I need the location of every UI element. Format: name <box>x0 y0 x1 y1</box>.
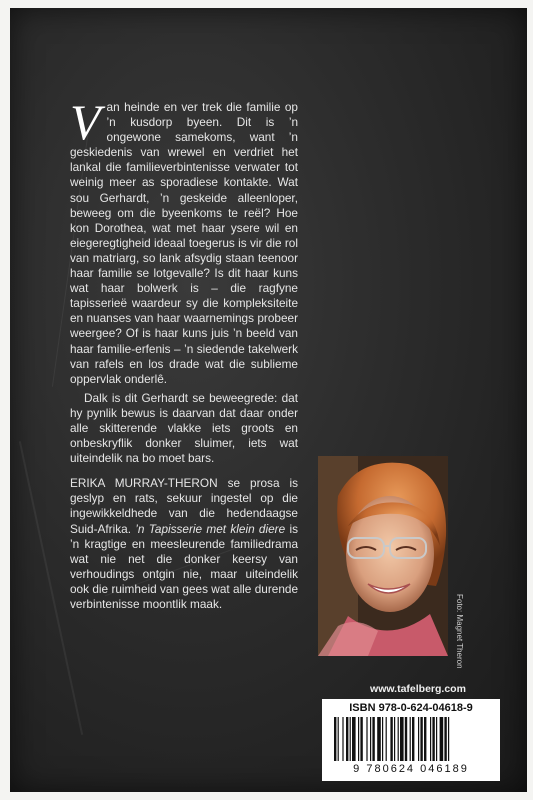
barcode-bar <box>420 717 422 761</box>
barcode-bar <box>366 717 367 761</box>
barcode-bar <box>346 717 348 761</box>
barcode-box <box>322 699 500 781</box>
barcode-bar <box>448 717 449 761</box>
author-photo <box>318 456 448 656</box>
barcode-bar <box>412 717 414 761</box>
author-portrait-illustration <box>318 456 448 656</box>
author-bio-start: ERIKA MURRAY-THERON se prosa is geslyp en rats, sekuur ingestel op die ingewikkeldhede van die hedendaagse Suid-Afrika. <box>70 476 298 536</box>
barcode-bar <box>370 717 371 761</box>
barcode-bar <box>390 717 392 761</box>
blurb-paragraph-2: Dalk is dit Gerhardt se beweegrede: dat hy pynlik bewus is daarvan dat daar onder alle skitterende vlakke iets groots en onbeskryflik donker sluimer, iets wat uiteindelik na bo moet bars. <box>70 390 298 466</box>
barcode-bar <box>352 717 356 761</box>
barcode-bar <box>424 717 426 761</box>
author-bio-end: is ’n kragtige en meesleurende familiedrama wat nie net die donker keersy van verhoudings ontgin nie, maar uiteindelik ook die ruimheid van gees wat alle durende verbintenisse moontlik maak. <box>70 521 298 611</box>
barcode-bar <box>358 717 359 761</box>
barcode-bar <box>350 717 351 761</box>
barcode-bar <box>398 717 399 761</box>
barcode-bars <box>332 717 490 763</box>
blurb-paragraph-1 <box>70 94 298 387</box>
book-title: ’n Tapisserie met klein diere <box>135 521 286 536</box>
barcode-bar <box>338 717 339 761</box>
barcode-bar <box>400 717 404 761</box>
barcode-bar <box>418 717 419 761</box>
barcode-bar <box>440 717 444 761</box>
blurb-text <box>70 94 298 616</box>
isbn-label: ISBN 978-0-624-04618-9 <box>349 702 473 714</box>
photo-credit: Foto: Magnet Theron <box>455 594 464 669</box>
barcode-bar <box>394 717 395 761</box>
barcode-bar <box>405 717 407 761</box>
barcode-bar <box>430 717 431 761</box>
barcode-bar <box>436 717 437 761</box>
barcode-bar <box>386 717 387 761</box>
barcode-digits: 9 780624 046189 <box>353 763 469 775</box>
author-paragraph <box>70 476 298 612</box>
barcode-bar <box>410 717 411 761</box>
barcode-bar <box>372 717 374 761</box>
barcode-bar <box>444 717 446 761</box>
publisher-website: www.tafelberg.com <box>370 683 466 695</box>
barcode-bar <box>377 717 381 761</box>
barcode-bar <box>432 717 434 761</box>
blurb-paragraph-1-text: an heinde en ver trek die familie op ’n kusdorp byeen. Dit is ’n ongewone samekoms, want ’n geskiedenis van wrewel en verdriet het lankal die familieverbintenisse verwater tot weinig meer as sporadiese kontakte. Wat sou Gerhardt, ’n geskeide alleenloper, beweeg om die byeenkoms te reël? Hoe kon Dorothea, wat met haar ysere wil en eiegeregtigheid ideaal toegerus is vir die rol van matriarg, so lank afsydig staan teenoor haar familie se lotgevalle? Is dit haar kuns wat haar bolwerk is – die ragfyne tapisserieë waardeur sy die kompleksiteite en nuanses van haar waarnemings probeer weergee? Of is haar kuns juis ’n beeld van haar familie-erfenis – ’n siedende takelwerk van rafels en los drade wat die sublieme oppervlak onderlê. <box>70 100 298 386</box>
drop-cap: V <box>70 94 101 150</box>
barcode-bar <box>360 717 362 761</box>
barcode-bar <box>342 717 343 761</box>
barcode-bar <box>334 717 336 761</box>
barcode-bar <box>382 717 383 761</box>
